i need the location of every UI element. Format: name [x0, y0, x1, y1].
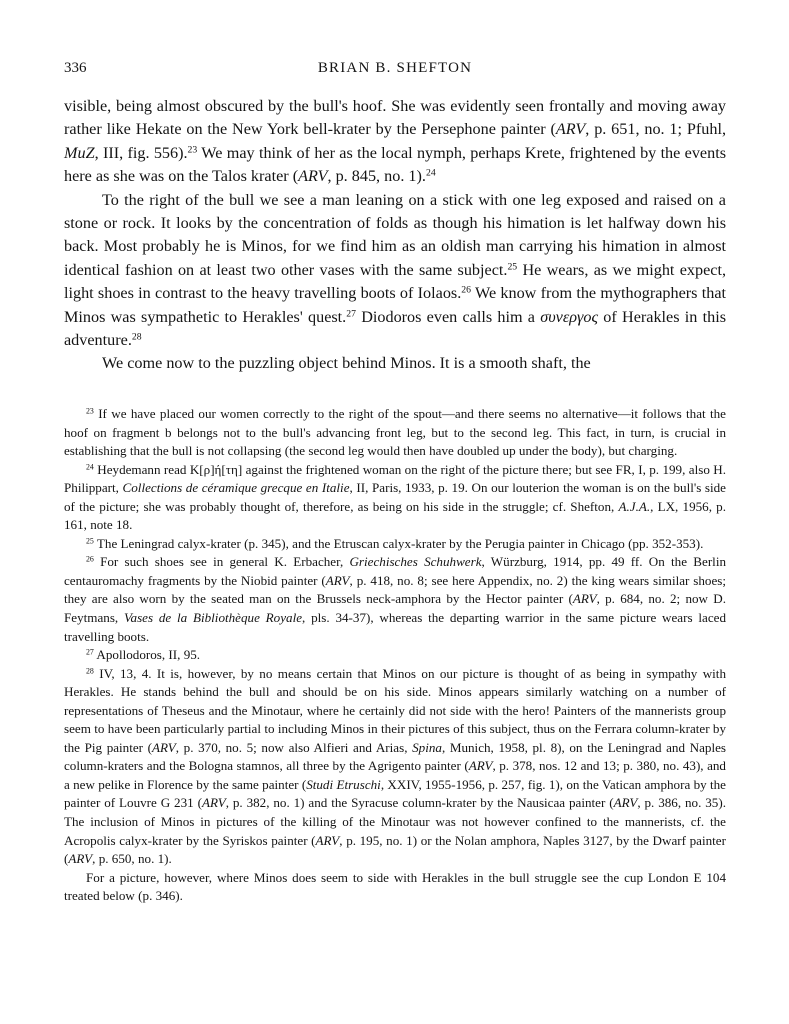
page-header [64, 60, 726, 80]
body-paragraph-1: visible, being almost obscured by the bull's hoof. She was evidently seen frontally and moving away rather like Hekate on the New York bell-krater by the Persephone painter (ARV, p. 651, no. 1; Pfuhl, MuZ, III, fig. 556).$^{23}$ We may think of her as the local nymph, perhaps Krete, frightened by the events here as she was on the Talos krater (ARV, p. 845, no. 1).$^{24}$ [64, 97, 727, 186]
footnote-28-continued: For a picture, however, where Minos does seem to side with Herakles in the bull struggle see the cup London E 104 treated below (p. 346). [64, 869, 726, 904]
footnote-24: $^{24}$ Heydemann read Κ[ρ]ή[τη] against the frightened woman on the right of the picture there; but see FR, I, p. 199, also H. Philippart, Collections de céramique grecque en Italie, II, Paris, 1933, p. 19. On our louterion the woman is on the bull's side of the picture; she was probably thought of, therefore, as being on his side in the struggle; cf. Shefton, A.J.A., LX, 1956, p. 161, note 18. [64, 461, 726, 533]
footnote-ref[interactable]: 25 [507, 261, 518, 273]
body-paragraph-2: To the right of the bull we see a man leaning on a stick with one leg exposed and raised on a stone or rock. It looks by the concentration of folds as though his himation is let halfway down his back. Most probably he is Minos, for we find him as an oldish man carrying his himation in almost identical fashion on at least two other vases with the same subject.$^{25}$ He wears, as we might expect, light shoes in contrast to the heavy travelling boots of Iolaos.$^{26}$ We know from the mythographers that Minos was sympathetic to Herakles' quest.$^{27}$ Diodoros even calls him a συνεργος of Herakles in this adventure.$^{28}$ [64, 190, 727, 350]
footnote-ref[interactable]: 27 [346, 308, 356, 320]
footnote-28: $^{28}$ IV, 13, 4. It is, however, by no means certain that Minos on our picture is thought of as being in sympathy with Herakles. He stands behind the bull and should be on his side. Minos appears similarly watching on a number of representations of Theseus and the Minotaur, where he certainly did not side with the hero! Painters of the mannerists group seem to have been particularly partial to including Minos in their pictures of this subject, thus on the Ferrara column-krater by the Pig painter (ARV, p. 370, no. 5; now also Alfieri and Arias, Spina, Munich, 1958, pl. 8), on the Leningrad and Naples column-kraters and the Bologna stamnos, all three by the Agrigento painter (ARV, p. 378, nos. 12 and 13; p. 380, no. 43), and a new pelike in Florence by the same painter (Studi Etruschi, XXIV, 1955-1956, p. 257, fig. 1), on the Vatican amphora by the painter of Louvre G 231 (ARV, p. 382, no. 1) and the Syracuse column-krater by the Nausicaa painter (ARV, p. 386, no. 35). The inclusion of Minos in pictures of the killing of the Minotaur was not however confined to the mannerists, cf. the Acropolis calyx-krater by the Syriskos painter (ARV, p. 195, no. 1) or the Nolan amphora, Naples 3127, by the Dwarf painter (ARV, p. 650, no. 1). [64, 665, 726, 867]
footnote-ref[interactable]: 23 [187, 144, 198, 156]
footnote-27: $^{27}$ Apollodoros, II, 95. [86, 647, 201, 663]
footnote-ref[interactable]: 24 [425, 167, 436, 179]
footnote-ref[interactable]: 28 [131, 331, 142, 343]
main-text [64, 95, 726, 376]
footnote-23: $^{23}$ If we have placed our women correctly to the right of the spout—and there seems no alternative—it follows that the hoof on fragment b belongs not to the bull's advancing front leg, but to the second leg. This fact, in turn, is crucial in establishing that the bull is not collapsing (the second leg would then have doubled up under the body), but charging. [64, 406, 726, 459]
footnotes [64, 405, 726, 906]
body-paragraph-3: We come now to the puzzling object behind Minos. It is a smooth shaft, the [102, 354, 591, 373]
footnote-25: $^{25}$ The Leningrad calyx-krater (p. 345), and the Etruscan calyx-krater by the Perugia painter in Chicago (pp. 352-353). [86, 535, 704, 551]
footnote-26: $^{26}$ For such shoes see in general K. Erbacher, Griechisches Schuhwerk, Würzburg, 1914, pp. 49 ff. On the Berlin centauromachy fragments by the Niobid painter (ARV, p. 418, no. 8; see here Appendix, no. 2) the king wears similar shoes; they are also worn by the seated man on the Brussels neck-amphora by the Hector painter (ARV, p. 684, no. 2; now D. Feytmans, Vases de la Bibliothèque Royale, pls. 34-37), whereas the departing warrior in the same picture wears laced travelling boots. [64, 554, 727, 644]
page-number: 336 [64, 60, 87, 76]
footnote-ref[interactable]: 26 [461, 284, 471, 296]
running-head: BRIAN B. SHEFTON [317, 60, 473, 76]
greek-word: συνεργος [540, 307, 599, 326]
